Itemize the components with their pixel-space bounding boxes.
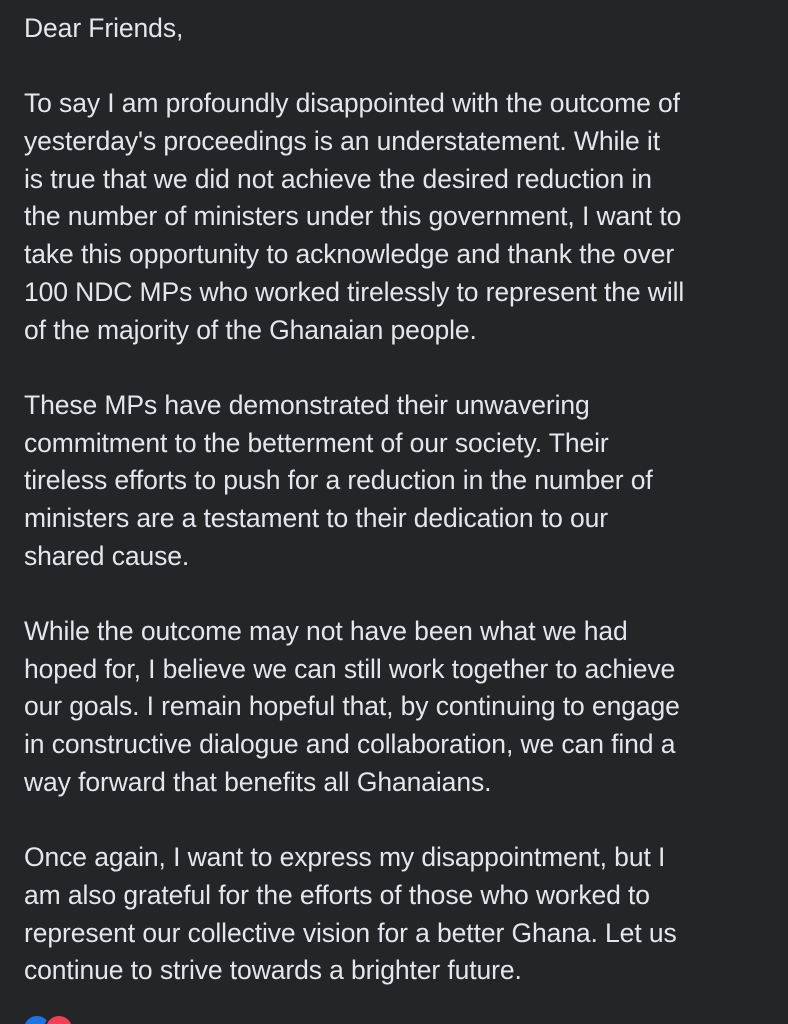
text-line: While the outcome may not have been what we had xyxy=(24,616,628,646)
text-line: 100 NDC MPs who worked tirelessly to represent the will xyxy=(24,276,685,307)
text-line: To say I am profoundly disappointed with the outcome of xyxy=(24,88,680,119)
text-line: commitment to the betterment of our society. Their xyxy=(24,427,609,458)
text-line: way forward that benefits all Ghanaians. xyxy=(24,766,492,797)
paragraph-gap xyxy=(24,349,774,387)
greeting: Dear Friends, xyxy=(24,13,184,43)
text-line: yesterday's proceedings is an understatement. While it xyxy=(24,126,660,157)
paragraph-gap xyxy=(24,48,774,86)
text-line: These MPs have demonstrated their unwavering xyxy=(24,389,590,420)
love-icon[interactable] xyxy=(44,1014,74,1024)
text-line: am also grateful for the efforts of those who worked to xyxy=(24,879,650,910)
text-line: continue to strive towards a brighter future. xyxy=(24,955,522,986)
text-line: the number of ministers under this government, I want to xyxy=(24,201,682,232)
text-line: take this opportunity to acknowledge and thank the over xyxy=(24,239,675,270)
post-text xyxy=(24,10,774,990)
paragraph-gap xyxy=(24,801,774,839)
text-line: in constructive dialogue and collaboration, we can find a xyxy=(24,729,676,760)
text-line: represent our collective vision for a better Ghana. Let us xyxy=(24,917,677,948)
text-line: ministers are a testament to their dedication to our xyxy=(24,502,608,533)
text-line: tireless efforts to push for a reduction in the number of xyxy=(24,465,653,496)
paragraph-gap xyxy=(24,575,774,613)
reaction-summary[interactable] xyxy=(22,1014,102,1024)
text-line: hoped for, I believe we can still work together to achieve xyxy=(24,653,676,684)
text-line: shared cause. xyxy=(24,540,190,571)
text-line: is true that we did not achieve the desired reduction in xyxy=(24,163,652,194)
text-line: Once again, I want to express my disappointment, but I xyxy=(24,842,666,873)
text-line: our goals. I remain hopeful that, by continuing to engage xyxy=(24,691,680,722)
text-line: of the majority of the Ghanaian people. xyxy=(24,314,477,345)
